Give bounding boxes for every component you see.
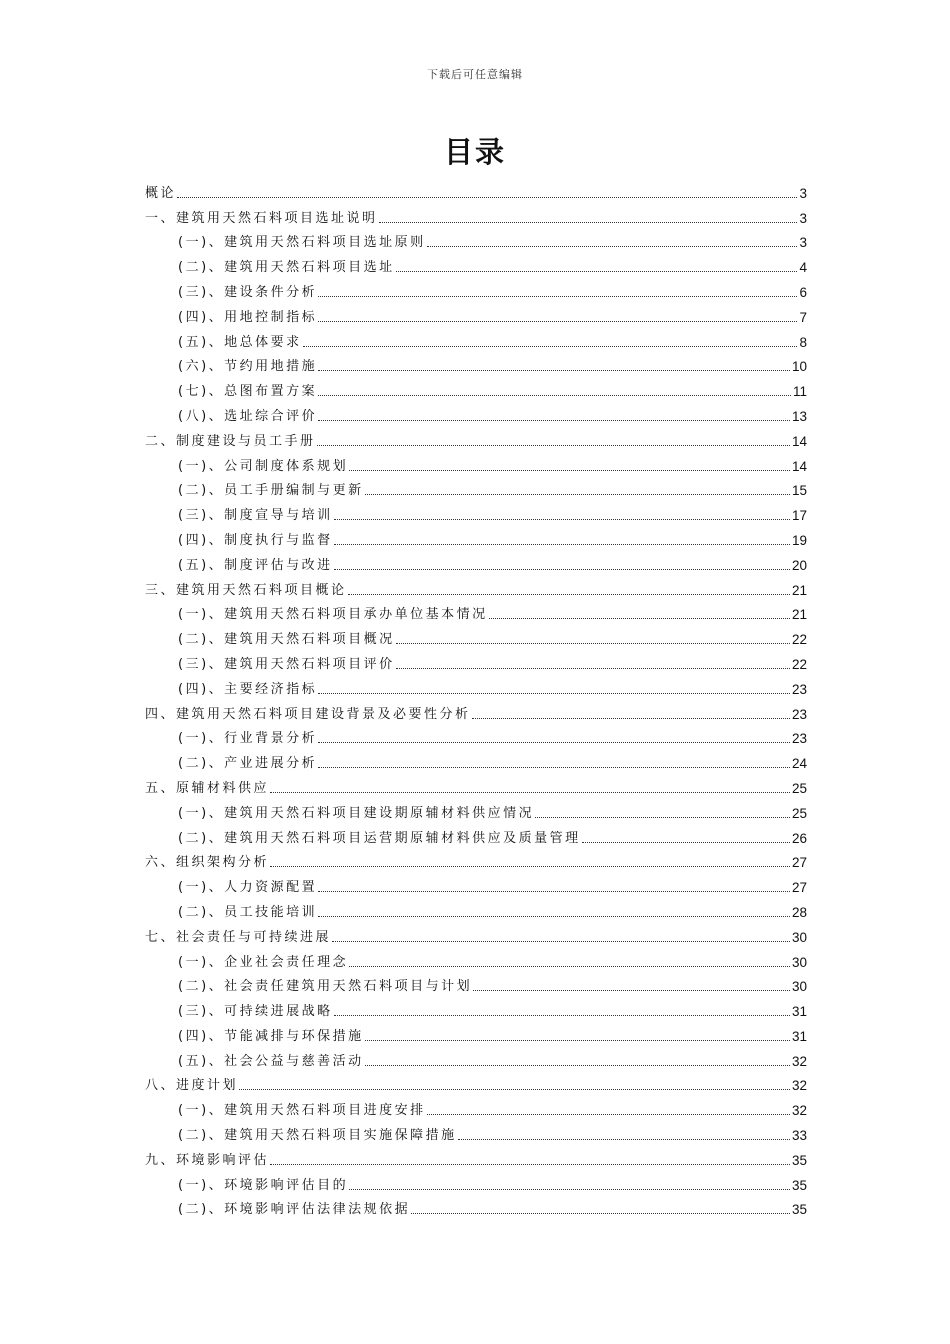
toc-entry-section[interactable] — [145, 450, 807, 475]
toc-page-number: 35 — [791, 1152, 807, 1168]
toc-page-number: 25 — [791, 780, 807, 796]
toc-page-number: 30 — [791, 979, 807, 995]
toc-dot-leader — [365, 1065, 790, 1066]
toc-entry-section[interactable] — [145, 400, 807, 425]
toc-page-number: 11 — [792, 384, 807, 400]
toc-entry-text: 四、建筑用天然石料项目建设背景及必要性分析 — [145, 706, 471, 722]
toc-dot-leader — [349, 966, 790, 967]
toc-entry-section[interactable] — [145, 747, 807, 772]
toc-entry-text: 六、组织架构分析 — [145, 855, 270, 871]
toc-entry-section[interactable] — [145, 896, 807, 921]
toc-entry-section[interactable] — [145, 475, 807, 500]
toc-page-number: 19 — [791, 532, 807, 548]
toc-page-number: 23 — [791, 731, 807, 747]
toc-dot-leader — [303, 346, 798, 347]
toc-entry-text: (三)、建设条件分析 — [178, 284, 318, 300]
toc-entry-text: (二)、建筑用天然石料项目运营期原辅材料供应及质量管理 — [178, 830, 581, 846]
toc-entry-text: 九、环境影响评估 — [145, 1152, 270, 1168]
toc-entry-chapter[interactable] — [145, 698, 807, 723]
toc-entry-section[interactable] — [145, 995, 807, 1020]
toc-entry-section[interactable] — [145, 723, 807, 748]
toc-entry-section[interactable] — [145, 524, 807, 549]
toc-entry-text: 二、制度建设与员工手册 — [145, 433, 316, 449]
toc-entry-text: (三)、可持续进展战略 — [178, 1004, 333, 1020]
toc-dot-leader — [379, 222, 798, 223]
toc-dot-leader — [270, 866, 790, 867]
toc-entry-section[interactable] — [145, 623, 807, 648]
toc-dot-leader — [582, 842, 790, 843]
toc-page-number: 6 — [799, 284, 807, 300]
toc-page-number: 32 — [791, 1103, 807, 1119]
toc-entry-text: (二)、建筑用天然石料项目选址 — [178, 260, 395, 276]
toc-dot-leader — [318, 742, 790, 743]
toc-page-number: 22 — [791, 632, 807, 648]
toc-entry-text: (四)、主要经济指标 — [178, 681, 318, 697]
toc-entry-chapter[interactable] — [145, 425, 807, 450]
toc-entry-text: 五、原辅材料供应 — [145, 780, 270, 796]
toc-page-number: 27 — [791, 880, 807, 896]
toc-entry-text: (一)、建筑用天然石料项目选址原则 — [178, 235, 426, 251]
toc-page-number: 14 — [791, 433, 807, 449]
toc-dot-leader — [458, 1139, 790, 1140]
toc-entry-chapter[interactable] — [145, 1144, 807, 1169]
toc-dot-leader — [318, 767, 790, 768]
toc-entry-text: (二)、建筑用天然石料项目概况 — [178, 632, 395, 648]
toc-entry-section[interactable] — [145, 1194, 807, 1219]
toc-dot-leader — [427, 1114, 790, 1115]
toc-entry-text: (二)、建筑用天然石料项目实施保障措施 — [178, 1128, 457, 1144]
toc-dot-leader — [334, 519, 790, 520]
toc-entry-section[interactable] — [145, 1094, 807, 1119]
toc-page-number: 20 — [791, 557, 807, 573]
page-header: 下载后可任意编辑 — [427, 68, 523, 81]
toc-entry-chapter[interactable] — [145, 921, 807, 946]
toc-entry-text: (一)、企业社会责任理念 — [178, 954, 349, 970]
toc-entry-text: (一)、环境影响评估目的 — [178, 1177, 349, 1193]
toc-dot-leader — [473, 990, 790, 991]
toc-entry-section[interactable] — [145, 227, 807, 252]
toc-dot-leader — [365, 1040, 790, 1041]
toc-dot-leader — [177, 197, 797, 198]
toc-entry-section[interactable] — [145, 251, 807, 276]
toc-page-number: 8 — [799, 334, 807, 350]
toc-dot-leader — [318, 891, 790, 892]
toc-entry-section[interactable] — [145, 599, 807, 624]
toc-dot-leader — [318, 321, 797, 322]
toc-page-number: 23 — [791, 706, 807, 722]
toc-dot-leader — [318, 420, 790, 421]
toc-dot-leader — [318, 296, 797, 297]
toc-entry-text: 一、建筑用天然石料项目选址说明 — [145, 210, 378, 226]
toc-dot-leader — [365, 494, 790, 495]
toc-entry-section[interactable] — [145, 673, 807, 698]
toc-page-number: 31 — [791, 1028, 807, 1044]
toc-dot-leader — [396, 668, 790, 669]
toc-entry-text: (二)、社会责任建筑用天然石料项目与计划 — [178, 979, 473, 995]
toc-entry-text: (五)、制度评估与改进 — [178, 557, 333, 573]
toc-page-number: 32 — [791, 1078, 807, 1094]
toc-page-number: 35 — [791, 1202, 807, 1218]
toc-page-number: 21 — [791, 607, 807, 623]
toc-page-number: 17 — [791, 508, 807, 524]
toc-dot-leader — [396, 643, 790, 644]
toc-dot-leader — [334, 544, 790, 545]
toc-page-number: 28 — [791, 904, 807, 920]
toc-page-number: 14 — [791, 458, 807, 474]
toc-page-number: 27 — [791, 855, 807, 871]
toc-dot-leader — [396, 271, 798, 272]
toc-page-number: 26 — [791, 830, 807, 846]
toc-dot-leader — [349, 470, 790, 471]
toc-page-number: 23 — [791, 681, 807, 697]
toc-entry-chapter[interactable] — [145, 177, 807, 202]
toc-entry-section[interactable] — [145, 549, 807, 574]
toc-entry-section[interactable] — [145, 797, 807, 822]
toc-page-number: 24 — [791, 756, 807, 772]
toc-entry-section[interactable] — [145, 276, 807, 301]
toc-page-number: 32 — [791, 1053, 807, 1069]
toc-page-number: 15 — [791, 483, 807, 499]
toc-entry-chapter[interactable] — [145, 772, 807, 797]
toc-entry-chapter[interactable] — [145, 202, 807, 227]
toc-entry-text: (一)、建筑用天然石料项目建设期原辅材料供应情况 — [178, 805, 535, 821]
toc-entry-text: (二)、环境影响评估法律法规依据 — [178, 1202, 411, 1218]
toc-entry-text: 八、进度计划 — [145, 1078, 239, 1094]
toc-entry-section[interactable] — [145, 326, 807, 351]
toc-entry-text: (六)、节约用地措施 — [178, 359, 318, 375]
toc-page-number: 30 — [791, 929, 807, 945]
toc-entry-text: (一)、人力资源配置 — [178, 880, 318, 896]
toc-entry-text: (五)、地总体要求 — [178, 334, 302, 350]
toc-page-number: 13 — [791, 408, 807, 424]
toc-entry-text: (二)、员工技能培训 — [178, 904, 318, 920]
toc-entry-section[interactable] — [145, 1045, 807, 1070]
toc-entry-text: (一)、建筑用天然石料项目承办单位基本情况 — [178, 607, 488, 623]
toc-entry-text: 七、社会责任与可持续进展 — [145, 929, 332, 945]
toc-page-number: 31 — [791, 1004, 807, 1020]
toc-dot-leader — [239, 1089, 790, 1090]
toc-dot-leader — [472, 718, 790, 719]
toc-entry-section[interactable] — [145, 971, 807, 996]
toc-entry-text: (二)、员工手册编制与更新 — [178, 483, 364, 499]
toc-entry-section[interactable] — [145, 1020, 807, 1045]
toc-page-number: 35 — [791, 1177, 807, 1193]
toc-dot-leader — [427, 246, 798, 247]
toc-page-number: 4 — [799, 260, 807, 276]
toc-page-number: 33 — [791, 1128, 807, 1144]
toc-entry-section[interactable] — [145, 648, 807, 673]
toc-dot-leader — [318, 916, 790, 917]
toc-dot-leader — [349, 1189, 790, 1190]
toc-entry-section[interactable] — [145, 1169, 807, 1194]
toc-dot-leader — [334, 569, 790, 570]
toc-page-number: 21 — [791, 582, 807, 598]
toc-dot-leader — [489, 618, 790, 619]
toc-page-number: 30 — [791, 954, 807, 970]
toc-entry-section[interactable] — [145, 499, 807, 524]
toc-entry-text: (四)、节能减排与环保措施 — [178, 1028, 364, 1044]
toc-dot-leader — [317, 445, 790, 446]
toc-entry-text: (三)、制度宣导与培训 — [178, 508, 333, 524]
toc-entry-section[interactable] — [145, 871, 807, 896]
toc-entry-text: (四)、用地控制指标 — [178, 309, 318, 325]
toc-dot-leader — [334, 1015, 790, 1016]
toc-page-number: 25 — [791, 805, 807, 821]
toc-dot-leader — [318, 370, 790, 371]
toc-entry-chapter[interactable] — [145, 1070, 807, 1095]
toc-dot-leader — [270, 1164, 790, 1165]
toc-entry-text: (三)、建筑用天然石料项目评价 — [178, 656, 395, 672]
toc-dot-leader — [332, 941, 790, 942]
toc-entry-text: (二)、产业进展分析 — [178, 756, 318, 772]
toc-entry-text: (一)、行业背景分析 — [178, 731, 318, 747]
toc-entry-section[interactable] — [145, 946, 807, 971]
toc-entry-section[interactable] — [145, 1119, 807, 1144]
toc-entry-chapter[interactable] — [145, 847, 807, 872]
toc-entry-chapter[interactable] — [145, 574, 807, 599]
toc-dot-leader — [535, 817, 790, 818]
toc-title: 目录 — [443, 135, 506, 169]
toc-dot-leader — [318, 693, 790, 694]
toc-entry-section[interactable] — [145, 351, 807, 376]
toc-dot-leader — [270, 792, 790, 793]
toc-entry-text: 三、建筑用天然石料项目概论 — [145, 582, 347, 598]
toc-page-number: 3 — [799, 235, 807, 251]
table-of-contents — [145, 177, 807, 1218]
toc-entry-section[interactable] — [145, 822, 807, 847]
toc-page-number: 3 — [799, 210, 807, 226]
toc-dot-leader — [411, 1213, 790, 1214]
toc-entry-text: (七)、总图布置方案 — [178, 384, 318, 400]
toc-entry-text: (四)、制度执行与监督 — [178, 532, 333, 548]
toc-page-number: 3 — [799, 185, 807, 201]
toc-dot-leader — [348, 594, 790, 595]
toc-entry-section[interactable] — [145, 301, 807, 326]
toc-entry-text: (五)、社会公益与慈善活动 — [178, 1053, 364, 1069]
toc-entry-section[interactable] — [145, 375, 807, 400]
toc-page-number: 22 — [791, 656, 807, 672]
toc-entry-text: (八)、选址综合评价 — [178, 408, 318, 424]
toc-page-number: 10 — [791, 359, 807, 375]
toc-entry-text: (一)、建筑用天然石料项目进度安排 — [178, 1103, 426, 1119]
toc-entry-text: (一)、公司制度体系规划 — [178, 458, 349, 474]
toc-page-number: 7 — [799, 309, 807, 325]
toc-entry-text: 概论 — [145, 185, 177, 201]
toc-dot-leader — [318, 395, 791, 396]
